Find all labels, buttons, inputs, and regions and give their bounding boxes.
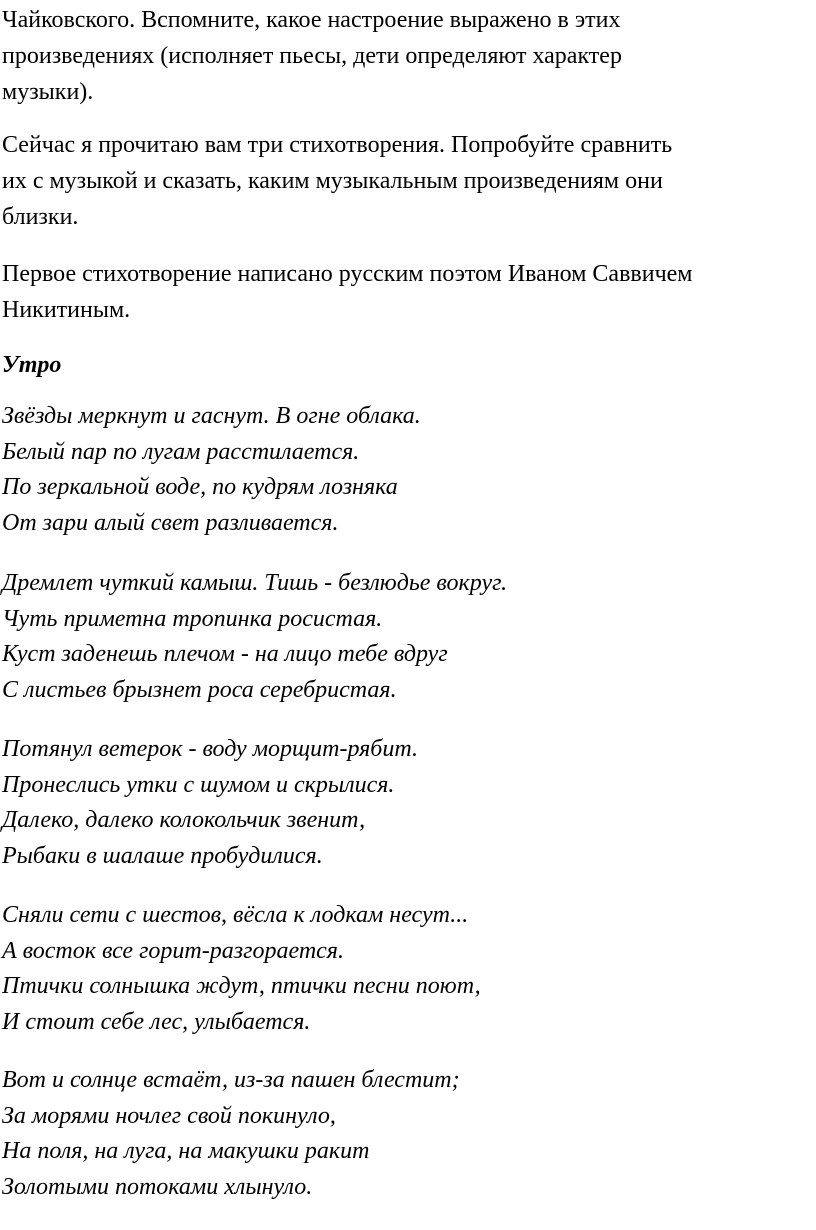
poem-line: И стоит себе лес, улыбается. bbox=[2, 1008, 311, 1035]
poem-stanza-5 bbox=[2, 1063, 802, 1205]
paragraph-line: Первое стихотворение написано русским поэтом Иваном Саввичем bbox=[2, 261, 693, 287]
intro-paragraph-2 bbox=[2, 127, 802, 235]
poem-line: Чуть приметна тропинка росистая. bbox=[2, 605, 383, 632]
paragraph-line: Чайковского. Вспомните, какое настроение выражено в этих bbox=[2, 7, 621, 33]
paragraph-line: Никитиным. bbox=[2, 297, 131, 323]
poem-line: С листьев брызнет роса серебристая. bbox=[2, 676, 397, 703]
poem-line: Белый пар по лугам расстилается. bbox=[2, 438, 360, 465]
poem-line: По зеркальной воде, по кудрям лозняка bbox=[2, 474, 398, 500]
poem-line: За морями ночлег свой покинуло, bbox=[2, 1102, 336, 1129]
paragraph-line: близки. bbox=[2, 204, 79, 230]
poem-stanza-1 bbox=[2, 399, 802, 541]
poem-title: Утро bbox=[2, 352, 62, 378]
poem-line: Пронеслись утки с шумом и скрылися. bbox=[2, 771, 395, 798]
poem-line: А восток все горит-разгорается. bbox=[2, 937, 344, 964]
poem-line: Дремлет чуткий камыш. Тишь - безлюдье вокруг. bbox=[2, 570, 508, 596]
poem-line: Рыбаки в шалаше пробудилися. bbox=[2, 842, 323, 869]
poem-line: Потянул ветерок - воду морщит-рябит. bbox=[2, 736, 419, 762]
paragraph-line: их с музыкой и сказать, каким музыкальным произведениям они bbox=[2, 168, 663, 194]
poem-stanza-4 bbox=[2, 898, 802, 1040]
poem-line: От зари алый свет разливается. bbox=[2, 509, 339, 536]
poem-stanza-3 bbox=[2, 732, 802, 874]
intro-paragraph-3 bbox=[2, 256, 802, 328]
paragraph-line: Сейчас я прочитаю вам три стихотворения. Попробуйте сравнить bbox=[2, 132, 673, 158]
poem-stanza-2 bbox=[2, 566, 802, 708]
poem-line: Звёзды меркнут и гаснут. В огне облака. bbox=[2, 403, 421, 429]
paragraph-line: музыки). bbox=[2, 79, 94, 105]
poem-line: Золотыми потоками хлынуло. bbox=[2, 1173, 313, 1200]
poem-line: Птички солнышка ждут, птички песни поют, bbox=[2, 973, 481, 999]
poem-line: Сняли сети с шестов, вёсла к лодкам несут... bbox=[2, 902, 469, 928]
paragraph-line: произведениях (исполняет пьесы, дети определяют характер bbox=[2, 43, 622, 69]
poem-line: На поля, на луга, на макушки ракит bbox=[2, 1138, 370, 1164]
poem-line: Вот и солнце встаёт, из-за пашен блестит; bbox=[2, 1067, 460, 1093]
intro-paragraph-1 bbox=[2, 2, 802, 110]
poem-line: Далеко, далеко колокольчик звенит, bbox=[2, 807, 366, 833]
poem-line: Куст заденешь плечом - на лицо тебе вдруг bbox=[2, 641, 448, 667]
